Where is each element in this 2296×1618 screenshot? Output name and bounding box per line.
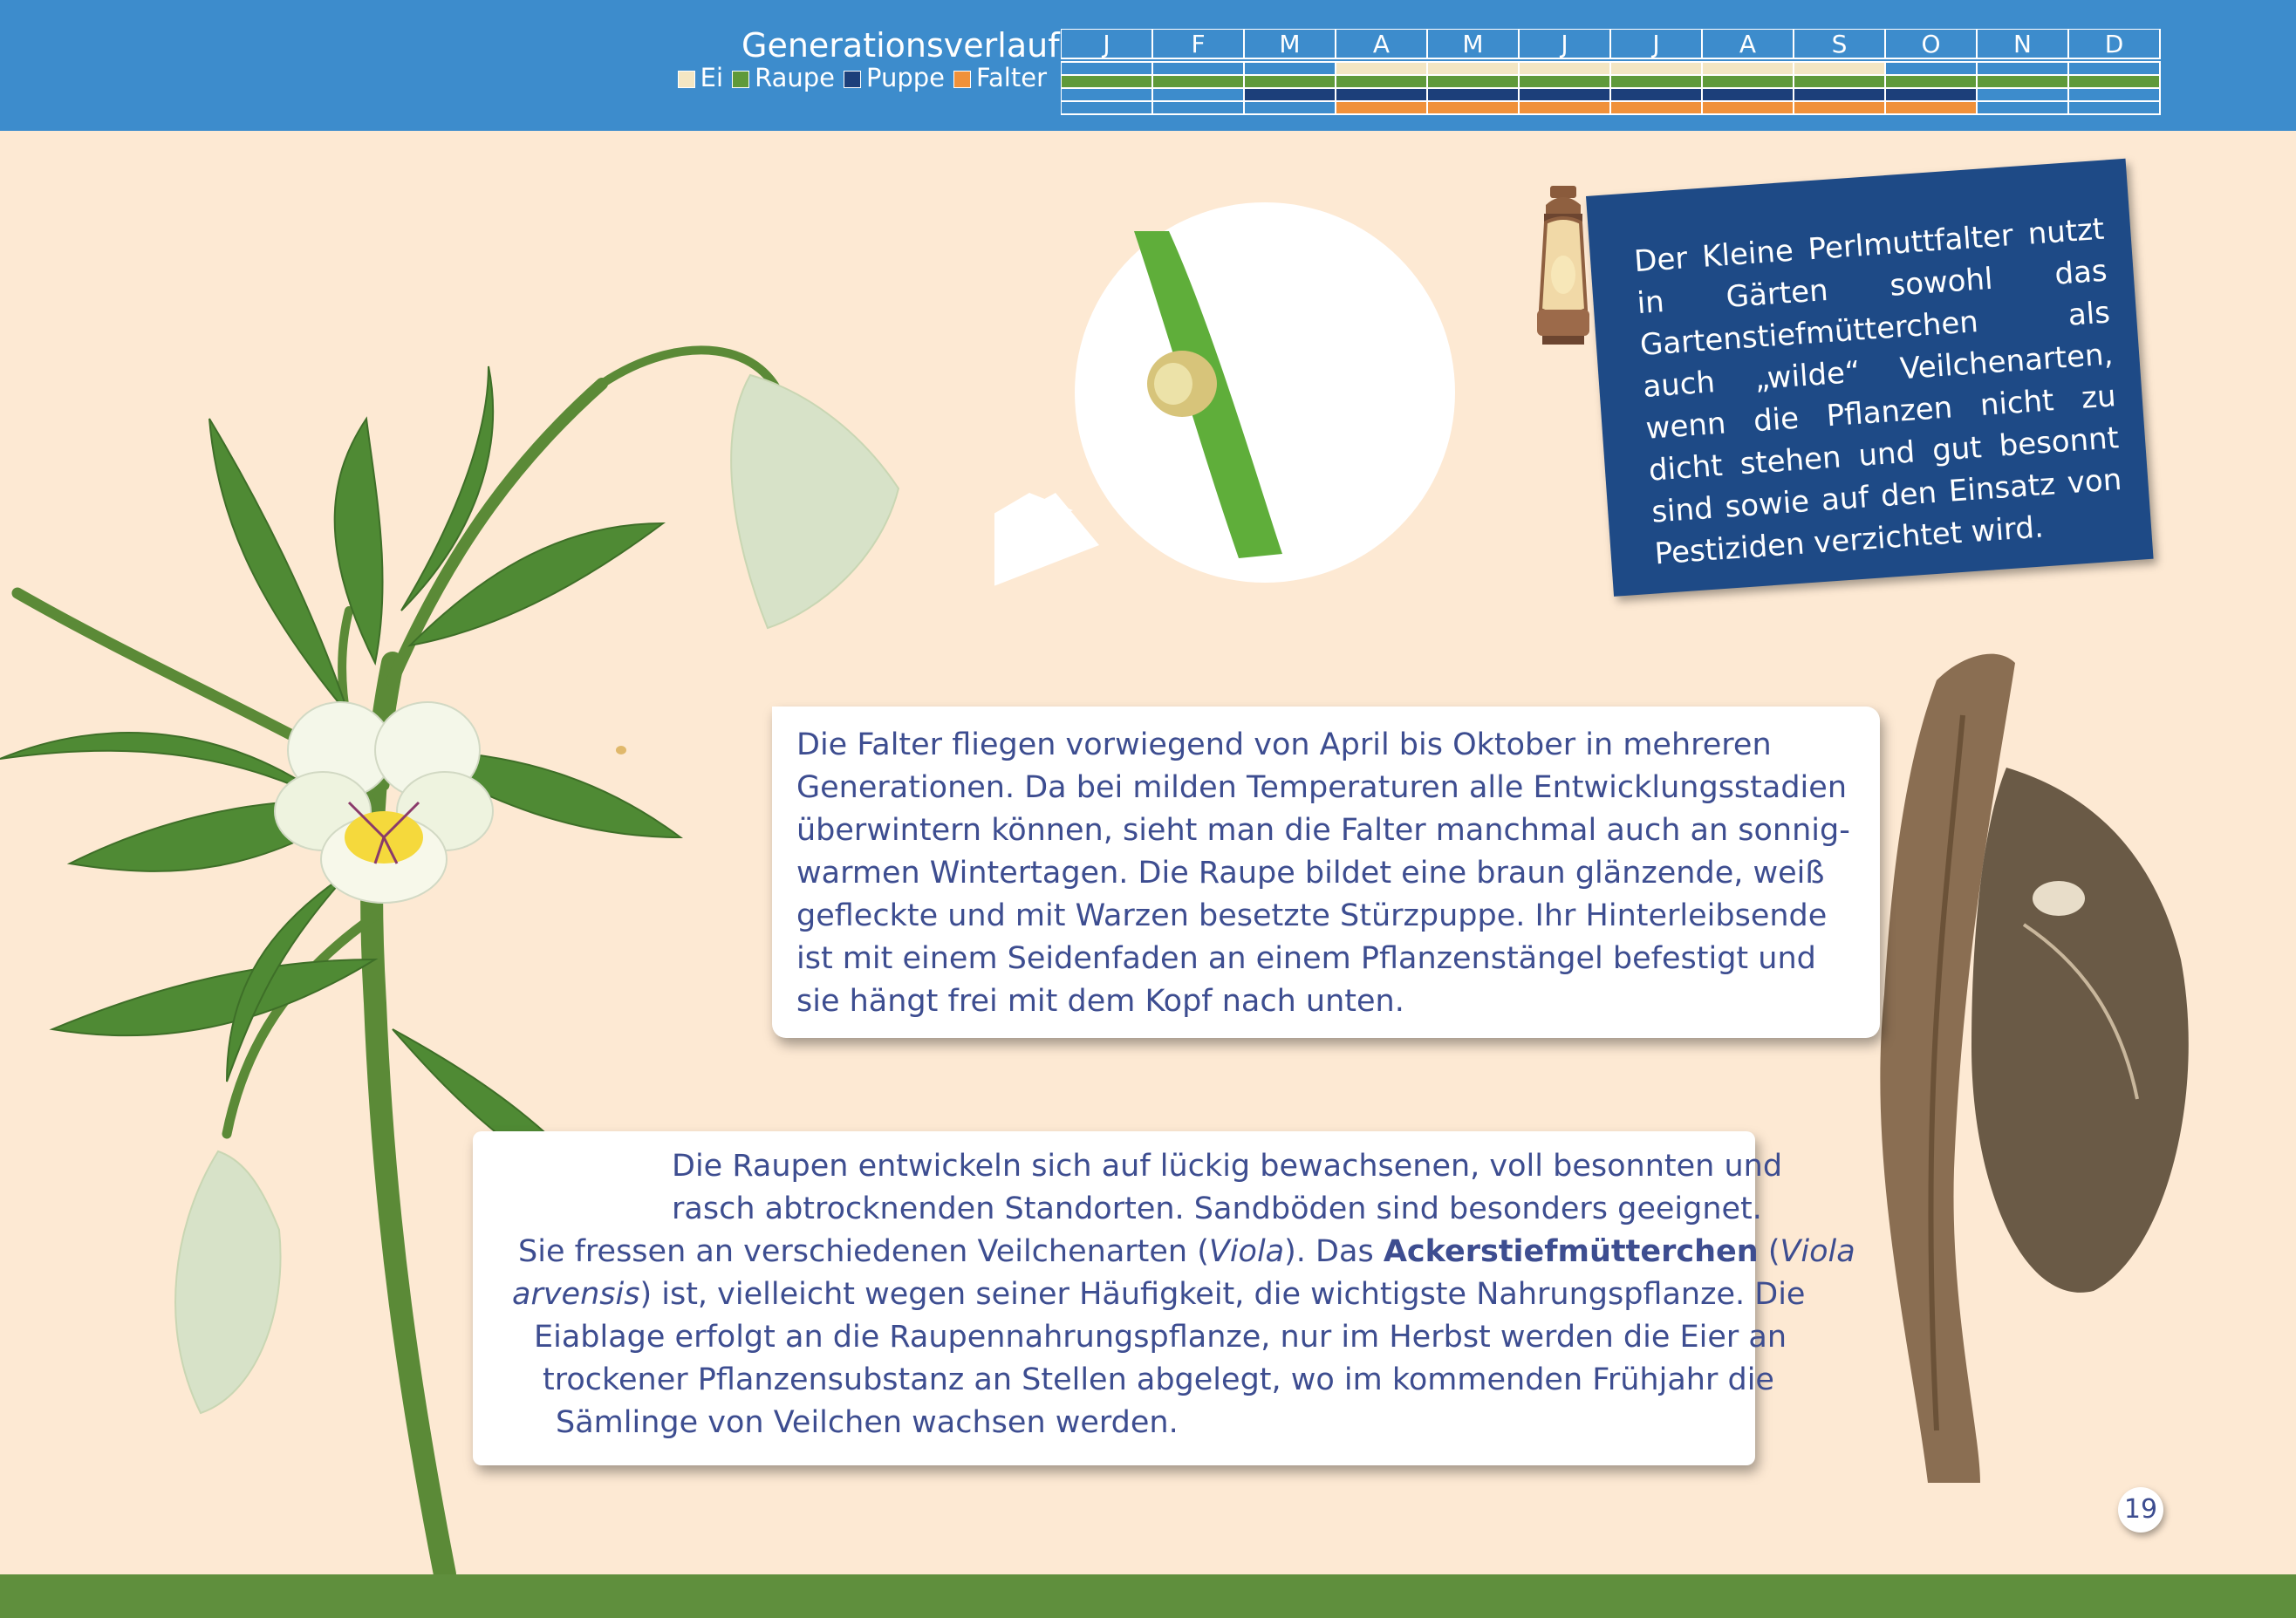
month-label: S [1831,30,1848,58]
stage-cell-falter [1519,101,1610,114]
month-label: J [1652,30,1660,58]
stage-cell-puppe [2068,88,2160,101]
stage-cell-falter [1336,101,1427,114]
generation-chart [1061,29,2165,116]
stage-cell-puppe [1152,88,1244,101]
stage-cell-raupe [1519,75,1610,88]
month-label: M [1462,30,1484,58]
stage-cell-falter [1977,101,2068,114]
stage-cell-ei [1702,62,1794,75]
stage-cell-raupe [1427,75,1519,88]
stage-cell-raupe [1977,75,2068,88]
stage-cell-raupe [1152,75,1244,88]
stage-cell-falter [1244,101,1336,114]
stage-cell-falter [1794,101,1885,114]
month-label: J [1561,30,1568,58]
stage-cell-puppe [1519,88,1610,101]
flight-period-textbox [772,707,1880,1038]
info-banner [1586,159,2154,597]
stage-cell-falter [1061,101,1152,114]
stage-cell-falter [1427,101,1519,114]
larva-habitat-textbox [473,1131,1855,1465]
page-number: 19 [2118,1487,2163,1533]
stage-cell-ei [2068,62,2160,75]
legend-label: Falter [976,63,1047,92]
stage-cell-falter [1885,101,1977,114]
stage-cell-raupe [2068,75,2160,88]
stage-cell-puppe [1427,88,1519,101]
generation-chart-title: Generationsverlauf [741,26,1060,65]
stage-cell-ei [1977,62,2068,75]
month-label: N [2013,30,2032,58]
larva-text-fragment: ). Das [1284,1234,1384,1269]
latin-name: Viola [1208,1234,1285,1269]
larva-text-line-4 [512,1273,1805,1316]
stage-cell-raupe [1702,75,1794,88]
stage-cell-puppe [1977,88,2068,101]
pupa-on-stem-illustration [1832,645,2224,1492]
info-banner-text: Der Kleine Perlmuttfalter nutzt in Gärten sowohl das Gartenstiefmütterchen als auch „wilde“ Veilchenarten, wenn die Pflanzen nicht zu dicht stehen und gut besonnt sind sowie auf den Einsatz von Pestiziden verzichtet wird. [1632,211,2123,572]
stage-cell-puppe [1061,88,1152,101]
stage-cell-raupe [1610,75,1702,88]
legend-label: Ei [700,63,724,92]
larva-text-line-1: Die Raupen entwickeln sich auf lückig bewachsenen, voll besonnten und [672,1149,1783,1184]
latin-name: Viola [1780,1234,1855,1269]
larva-text-fragment: ) ist, vielleicht wegen seiner Häufigkeit, die wichtigste Nahrungspflanze. Die [639,1277,1806,1312]
larva-text-line-5: Eiablage erfolgt an die Raupennahrungspflanze, nur im Herbst werden die Eier an [534,1320,1787,1355]
stage-cell-raupe [1244,75,1336,88]
month-label: O [1921,30,1941,58]
footer-bar [0,1574,2296,1618]
flight-period-text: Die Falter fliegen vorwiegend von April bis Oktober in mehreren Generationen. Da bei milden Temperaturen alle Entwicklungsstadien überwintern können, sieht man die Falter manchmal auch an sonnig-warmen Wintertagen. Die Raupe bildet eine braun glänzende, weiß gefleckte und mit Warzen besetzte Stürzpuppe. Ihr Hinterleibsende ist mit einem Seidenfaden an einem Pflanzenstängel befestigt und sie hängt frei mit dem Kopf nach unten. [796,727,1850,1019]
stage-cell-puppe [1702,88,1794,101]
stage-cell-raupe [1336,75,1427,88]
month-label: A [1739,30,1757,58]
legend-label: Raupe [755,63,835,92]
month-label: A [1372,30,1391,58]
stage-cell-falter [1610,101,1702,114]
stage-cell-raupe [1885,75,1977,88]
stage-cell-ei [1794,62,1885,75]
stage-cell-ei [1061,62,1152,75]
larva-text-fragment: Sie fressen an verschiedenen Veilchenarten ( [518,1234,1209,1269]
stage-cell-puppe [1794,88,1885,101]
stage-cell-ei [1244,62,1336,75]
month-label: M [1279,30,1301,58]
stage-cell-ei [1427,62,1519,75]
legend-label: Puppe [865,63,946,92]
stage-cell-puppe [1610,88,1702,101]
stage-cell-raupe [1794,75,1885,88]
larva-text-fragment: ( [1758,1234,1780,1269]
egg-zoom-bubble [994,196,1500,754]
stage-cell-puppe [1336,88,1427,101]
larva-text-line-6: trockener Pflanzensubstanz an Stellen abgelegt, wo im kommenden Frühjahr die [543,1362,1774,1397]
larva-text-line-2: rasch abtrocknenden Standorten. Sandböden sind besonders geeignet. [672,1191,1762,1226]
stage-cell-raupe [1061,75,1152,88]
stage-cell-falter [1152,101,1244,114]
host-plant-name: Ackerstiefmütterchen [1383,1234,1759,1269]
stage-cell-falter [2068,101,2160,114]
stage-cell-ei [1152,62,1244,75]
stage-cell-ei [1610,62,1702,75]
stage-cell-puppe [1244,88,1336,101]
stage-cell-falter [1702,101,1794,114]
month-label: F [1191,30,1206,58]
stage-cell-ei [1336,62,1427,75]
stage-cell-puppe [1885,88,1977,101]
month-label: D [2104,30,2124,58]
latin-name: arvensis [512,1277,640,1312]
larva-text-line-7: Sämlinge von Veilchen wachsen werden. [556,1405,1179,1440]
stage-cell-ei [1885,62,1977,75]
month-label: J [1103,30,1110,58]
stage-cell-ei [1519,62,1610,75]
larva-text-line-3 [518,1231,1855,1273]
